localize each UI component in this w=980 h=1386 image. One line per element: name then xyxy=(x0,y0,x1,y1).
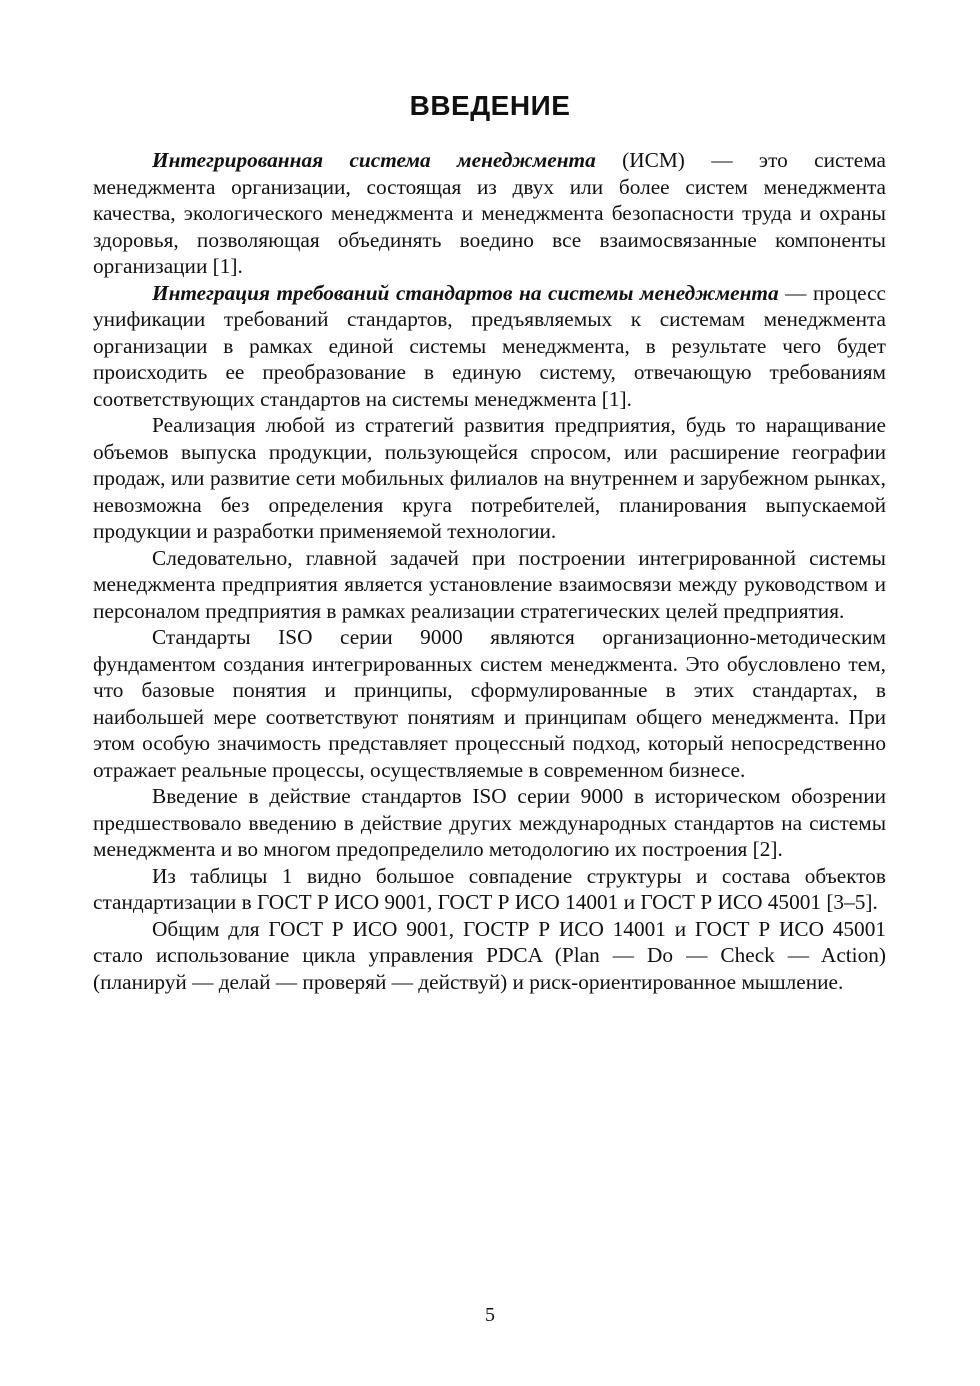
paragraph-iso-9000 xyxy=(93,624,886,783)
paragraph-text: Общим для ГОСТ Р ИСО 9001, ГОСТР Р ИСО 14001 и ГОСТ Р ИСО 45001 стало использование цикла управления PDCA (Plan — Do — Check — Action) (планируй — делай — проверяй — действуй) и риск-ориентированное мышление. xyxy=(93,916,886,994)
defined-term: Интегрированная система менеджмента xyxy=(152,148,596,172)
paragraph-text: Стандарты ISO серии 9000 являются организационно-методическим фундаментом создания интегрированных систем менеджмента. Это обусловлено тем, что базовые понятия и принципы, сформулированные в этих стандартах, в наибольшей мере соответствуют понятиям и принципам общего менеджмента. При этом особую значимость представляет процессный подход, который непосредственно отражает реальные процессы, осуществляемые в современном бизнесе. xyxy=(93,625,886,782)
defined-term: Интеграция требований стандартов на системы менеджмента xyxy=(152,280,779,305)
page-title: ВВЕДЕНИЕ xyxy=(409,90,571,121)
paragraph-ism-definition xyxy=(93,147,886,280)
paragraph-integration-definition xyxy=(93,280,886,413)
paragraph-pdca xyxy=(93,916,886,996)
paragraph-text: — процесс унификации требований стандартов, предъявляемых к системам менеджмента организации в рамках единой системы менеджмента, в результате чего будет происходить ее преобразование в единую систему, отвечающую требованиям соответствующих стандартов на системы менеджмента [1]. xyxy=(93,280,886,411)
paragraph-strategy xyxy=(93,412,886,545)
paragraph-text: Введение в действие стандартов ISO серии 9000 в историческом обозрении предшествовало введению в действие других международных стандартов на системы менеджмента и во многом предопределило методологию их построения [2]. xyxy=(93,784,886,861)
paragraph-text: Реализация любой из стратегий развития предприятия, будь то наращивание объемов выпуска продукции, пользующейся спросом, или расширение географии продаж, или развитие сети мобильных филиалов на внутреннем и зарубежном рынках, невозможна без определения круга потребителей, планирования выпускаемой продукции и разработки применяемой технологии. xyxy=(93,413,886,543)
paragraph-text: (ИСМ) — это система менеджмента организации, состоящая из двух или более систем менеджмента качества, экологического менеджмента и менеджмента безопасности труда и охраны здоровья, позволяющая объединять воедино все взаимосвязанные компоненты организации [1]. xyxy=(93,148,886,278)
body-text xyxy=(93,147,886,995)
paragraph-iso-history xyxy=(93,783,886,863)
page-number: 5 xyxy=(485,1304,495,1326)
paragraph-main-task xyxy=(93,545,886,625)
paragraph-text: Из таблицы 1 видно большое совпадение структуры и состава объектов стандартизации в ГОСТ Р ИСО 9001, ГОСТ Р ИСО 14001 и ГОСТ Р ИСО 45001 [3–5]. xyxy=(93,863,886,914)
paragraph-text: Следовательно, главной задачей при построении интегрированной системы менеджмента предприятия является установление взаимосвязи между руководством и персоналом предприятия в рамках реализации стратегических целей предприятия. xyxy=(93,545,886,623)
paragraph-table-reference xyxy=(93,863,886,916)
